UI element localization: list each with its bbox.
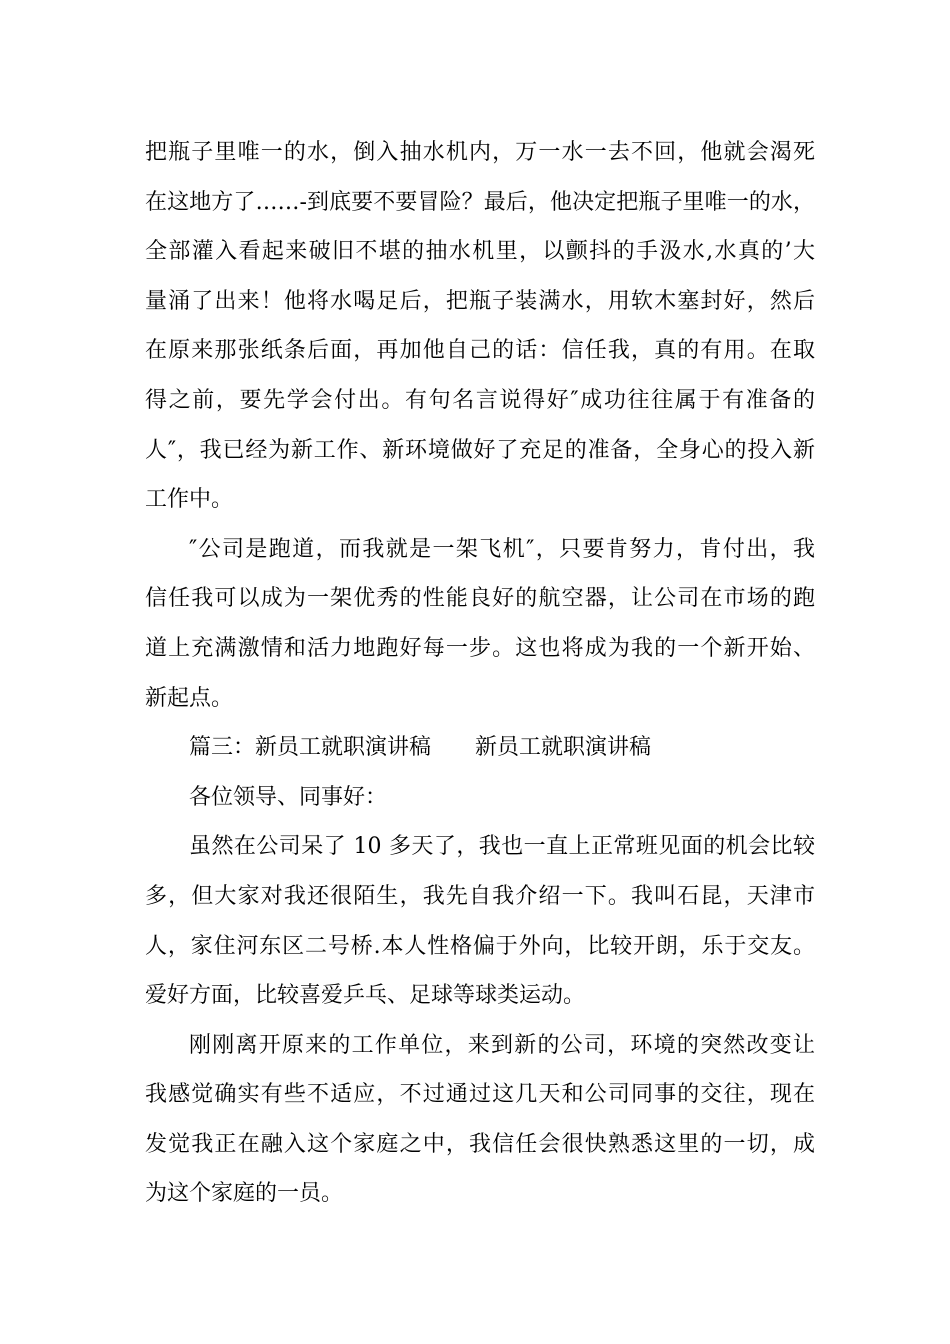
paragraph-4: [145, 1021, 815, 1219]
heading-title: 篇三：新员工就职演讲稿: [189, 735, 432, 761]
text-line: 得之前，要先学会付出。有句名言说得好″成功往往属于有准备的: [145, 387, 815, 413]
text-line: 信任我可以成为一架优秀的性能良好的航空器，让公司在市场的跑: [145, 586, 815, 612]
text-line: 为这个家庭的一员。: [145, 1181, 344, 1207]
section-heading: [145, 723, 815, 773]
text-line: 量涌了出来！他将水喝足后，把瓶子装满水，用软木塞封好，然后: [145, 288, 815, 314]
text-line: ″公司是跑道，而我就是一架飞机″，只要肯努力，肯付出，我: [189, 536, 815, 562]
paragraph-2: [145, 525, 815, 723]
text-line: 人″，我已经为新工作、新环境做好了充足的准备，全身心的投入新: [145, 437, 815, 463]
greeting-line: 各位领导、同事好：: [189, 784, 388, 810]
text-line: 全部灌入看起来破旧不堪的抽水机里，以颤抖的手汲水,水真的’大: [145, 239, 815, 265]
greeting: [145, 773, 815, 823]
text-line: 虽然在公司呆了 10 多天了，我也一直上正常班见面的机会比较: [189, 834, 815, 860]
text-line: 把瓶子里唯一的水，倒入抽水机内，万一水一去不回，他就会渴死: [145, 140, 815, 165]
text-line: 新起点。: [145, 685, 234, 711]
text-line: 多，但大家对我还很陌生，我先自我介绍一下。我叫石昆，天津市: [145, 883, 815, 909]
paragraph-3: [145, 822, 815, 1020]
text-line: 发觉我正在融入这个家庭之中，我信任会很快熟悉这里的一切，成: [145, 1131, 815, 1157]
heading-subtitle: 新员工就职演讲稿: [475, 735, 652, 761]
text-line: 爱好方面，比较喜爱乒乓、足球等球类运动。: [145, 983, 586, 1009]
text-line: 在原来那张纸条后面，再加他自己的话：信任我，真的有用。在取: [145, 338, 815, 364]
text-line: 道上充满激情和活力地跑好每一步。这也将成为我的一个新开始、: [145, 635, 815, 661]
text-line: 工作中。: [145, 487, 234, 513]
text-line: 人，家住河东区二号桥.本人性格偏于外向，比较开朗，乐于交友。: [145, 933, 815, 959]
text-line: 我感觉确实有些不适应，不过通过这几天和公司同事的交往，现在: [145, 1082, 815, 1108]
heading-line: [145, 723, 815, 773]
text-line: 在这地方了……-到底要不要冒险？最后，他决定把瓶子里唯一的水，: [145, 189, 815, 215]
paragraph-1: [145, 128, 815, 525]
text-line: 刚刚离开原来的工作单位，来到新的公司，环境的突然改变让: [189, 1032, 815, 1058]
document-body: [145, 128, 815, 1219]
